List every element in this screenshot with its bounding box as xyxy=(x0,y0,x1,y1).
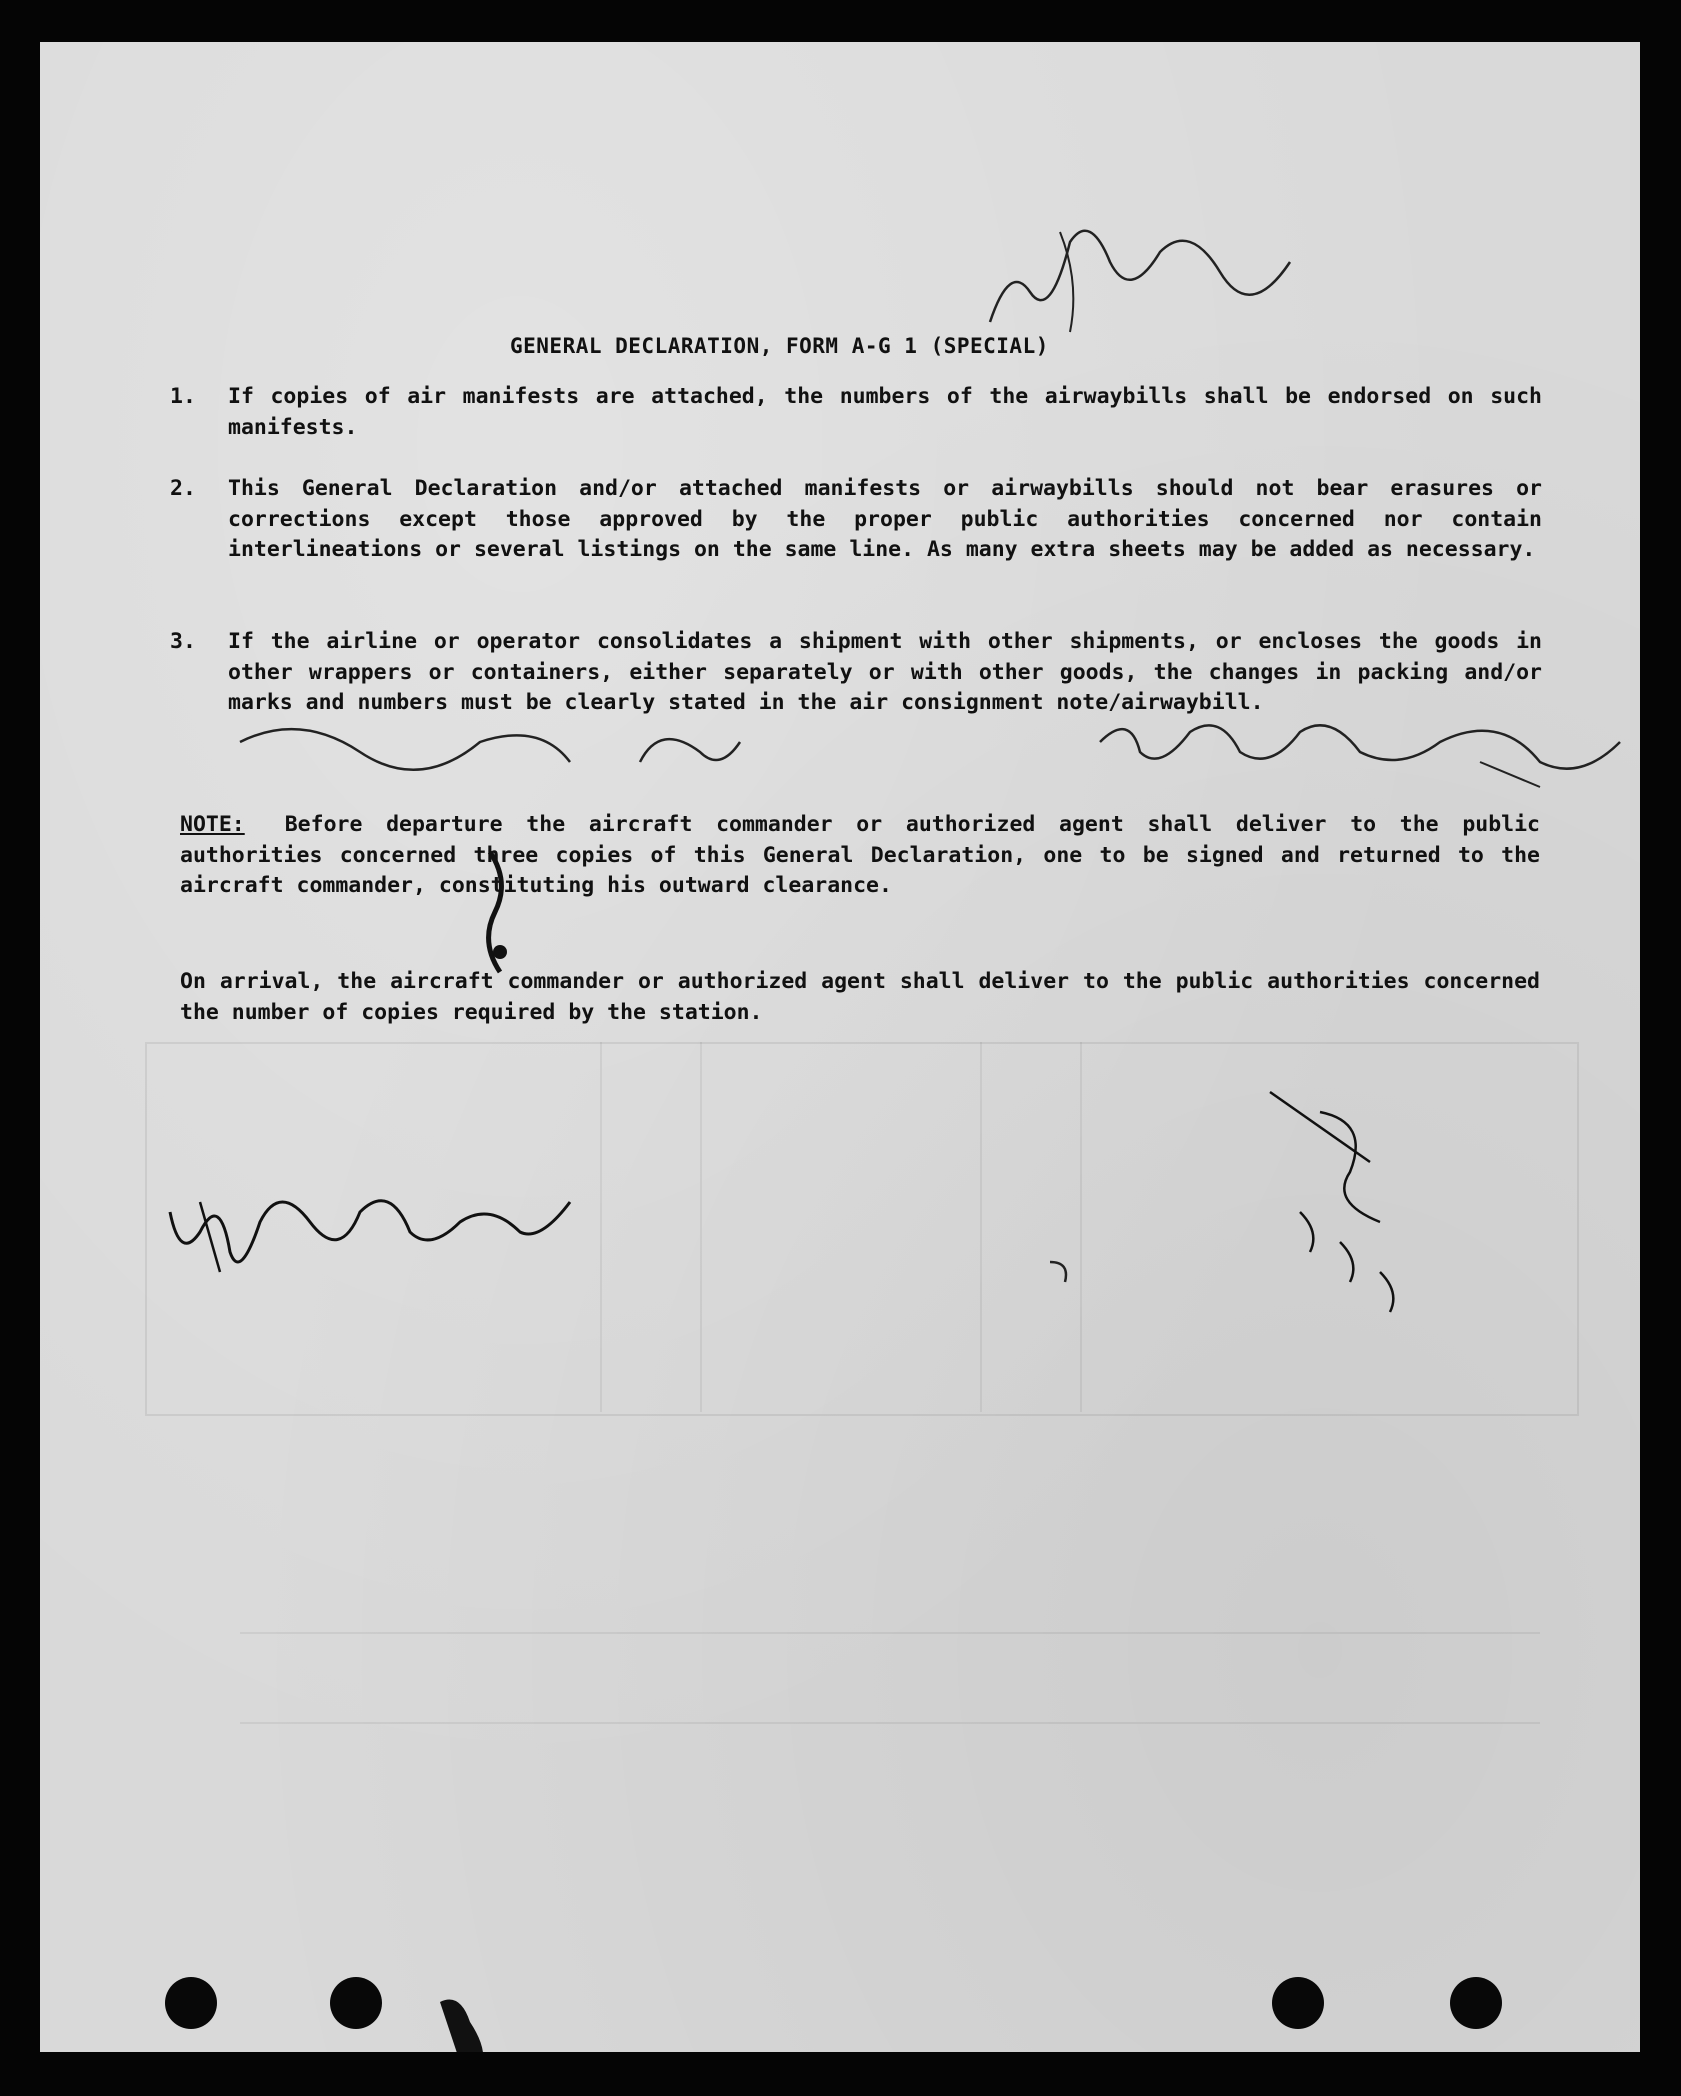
handwritten-signature-left xyxy=(160,1172,580,1292)
note-paragraph xyxy=(180,810,1540,902)
handwritten-marks-right xyxy=(1230,1072,1450,1322)
item-text: If the airline or operator consolidates a shipment with other shipments, or encloses the goods in other wrappers or containers, either separately or with other goods, the changes in packing and/or marks and numbers must be clearly stated in the air consignment note/airwaybill. xyxy=(228,629,1542,715)
handwritten-scribble-top xyxy=(970,202,1310,342)
pen-mark xyxy=(1040,1252,1080,1292)
note-text: Before departure the aircraft commander or authorized agent shall deliver to the public authorities concerned three copies of this General Declaration, one to be signed and returned to the aircraft commander, constituting his outward clearance. xyxy=(180,812,1540,898)
item-number: 1. xyxy=(170,384,196,409)
list-item xyxy=(170,382,1542,443)
item-number: 3. xyxy=(170,629,196,654)
punch-hole xyxy=(165,1977,217,2029)
note-label: NOTE: xyxy=(180,812,245,837)
handwritten-scribble-item3 xyxy=(240,702,1640,822)
document-page xyxy=(40,42,1640,2052)
ink-blot xyxy=(470,842,530,982)
item-number: 2. xyxy=(170,476,196,501)
punch-hole xyxy=(330,1977,382,2029)
declaration-text xyxy=(40,42,1640,2052)
list-item xyxy=(170,474,1542,566)
item-text: If copies of air manifests are attached, the numbers of the airwaybills shall be endorsed on such manifests. xyxy=(228,384,1542,440)
punch-hole xyxy=(1272,1977,1324,2029)
punch-hole xyxy=(1450,1977,1502,2029)
page-title: GENERAL DECLARATION, FORM A-G 1 (SPECIAL) xyxy=(510,334,1049,358)
arrival-paragraph: On arrival, the aircraft commander or authorized agent shall deliver to the public authorities concerned the number of copies required by the station. xyxy=(180,969,1540,1025)
item-text: This General Declaration and/or attached manifests or airwaybills should not bear erasures or corrections except those approved by the proper public authorities concerned nor contain interlineations or several listings on the same line. As many extra sheets may be added as necessary. xyxy=(228,476,1542,562)
torn-edge-mark xyxy=(430,1992,550,2052)
